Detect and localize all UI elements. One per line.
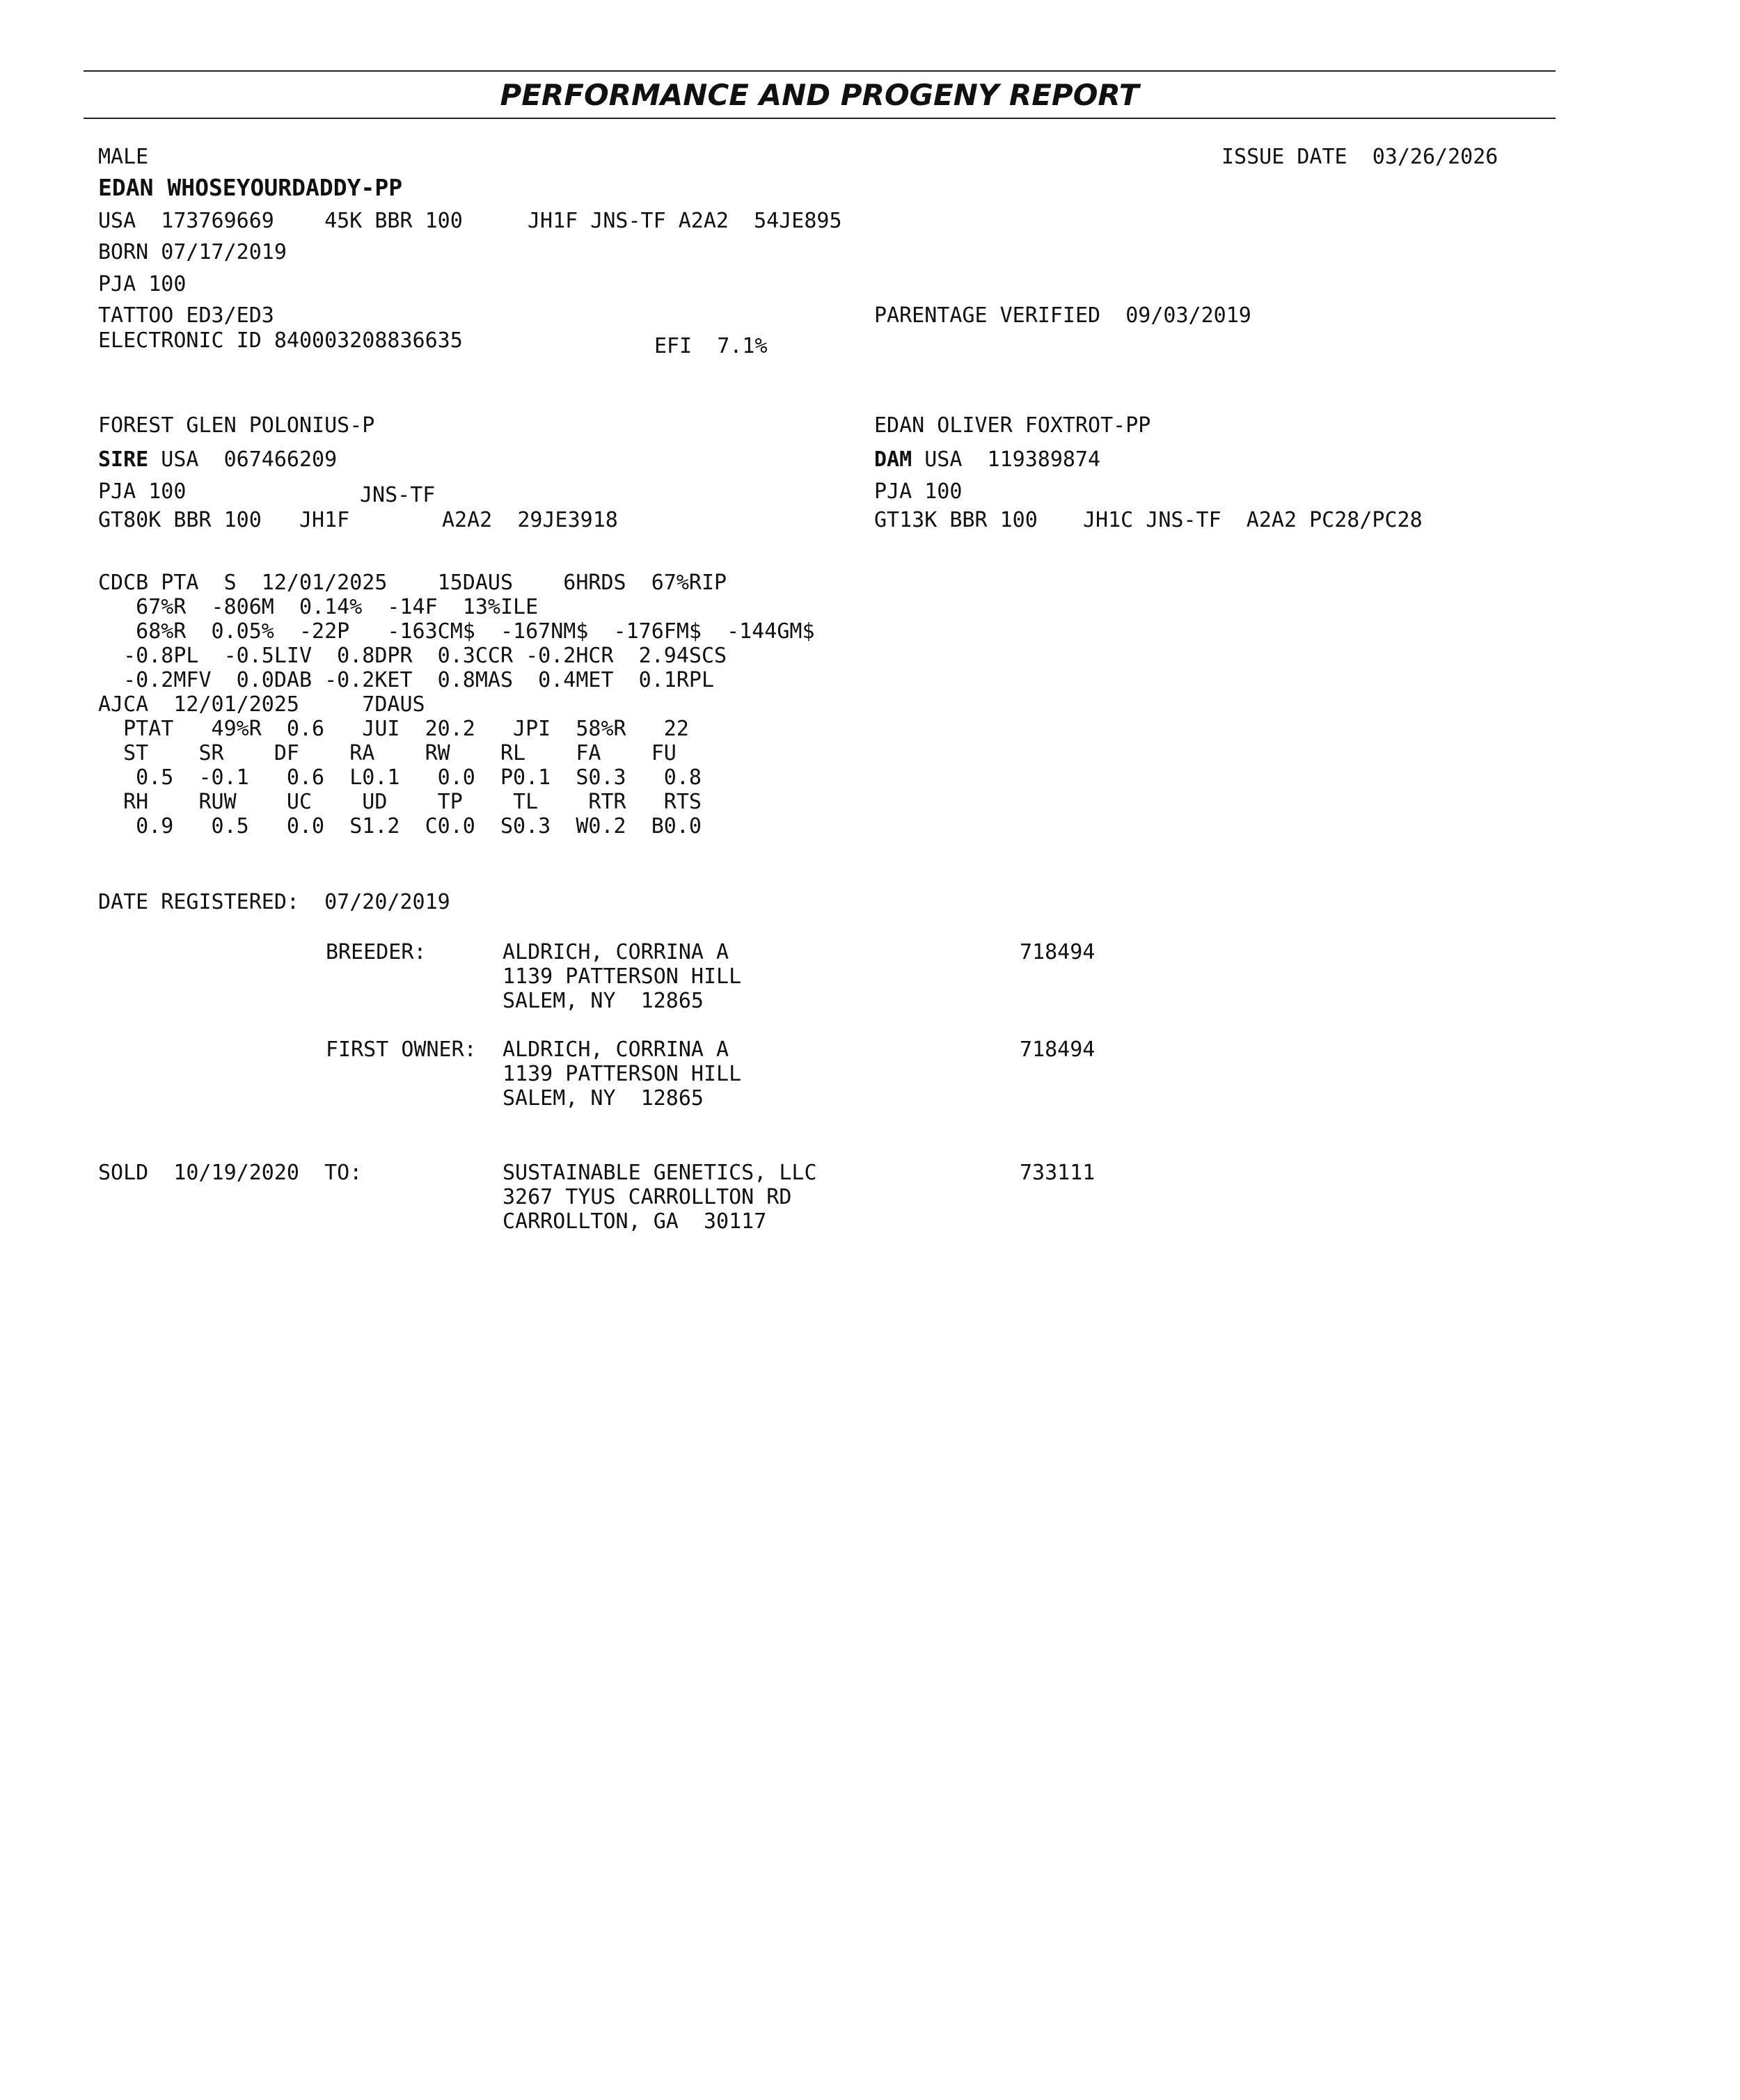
- first-owner-address: 1139 PATTERSON HILL: [503, 1062, 742, 1086]
- efi-value: EFI 7.1%: [654, 334, 768, 358]
- buyer-city: CARROLLTON, GA 30117: [503, 1209, 767, 1234]
- buyer-name: SUSTAINABLE GENETICS, LLC: [503, 1161, 817, 1185]
- date-registered: DATE REGISTERED: 07/20/2019: [98, 890, 450, 914]
- registration-line: USA 173769669 45K BBR 100: [98, 209, 463, 233]
- eval-line: PTAT 49%R 0.6 JUI 20.2 JPI 58%R 22: [98, 717, 689, 741]
- sire-reg-number: USA 067466209: [148, 447, 338, 472]
- buyer-address: 3267 TYUS CARROLLTON RD: [503, 1185, 792, 1209]
- sire-name: FOREST GLEN POLONIUS-P: [98, 413, 375, 438]
- dam-label: DAM: [874, 447, 912, 472]
- sex: MALE: [98, 145, 149, 169]
- breeder-label: BREEDER:: [326, 940, 427, 964]
- breeder-id: 718494: [1020, 940, 1096, 964]
- animal-name: EDAN WHOSEYOURDADDY-PP: [98, 174, 403, 201]
- eval-line: 68%R 0.05% -22P -163CM$ -167NM$ -176FM$ -144GM$: [98, 619, 815, 644]
- report-title: PERFORMANCE AND PROGENY REPORT: [500, 78, 1139, 112]
- issue-date: ISSUE DATE 03/26/2026: [1221, 145, 1498, 169]
- eval-line: AJCA 12/01/2025 7DAUS: [98, 692, 425, 717]
- breeder-name: ALDRICH, CORRINA A: [503, 940, 729, 964]
- first-owner-city: SALEM, NY 12865: [503, 1086, 704, 1111]
- eval-line: CDCB PTA S 12/01/2025 15DAUS 6HRDS 67%RIP: [98, 571, 727, 595]
- first-owner-name: ALDRICH, CORRINA A: [503, 1037, 729, 1062]
- eval-line: 0.9 0.5 0.0 S1.2 C0.0 S0.3 W0.2 B0.0: [98, 814, 702, 838]
- dam-registration: [874, 447, 1100, 472]
- electronic-id: ELECTRONIC ID 840003208836635: [98, 328, 463, 353]
- breeder-city: SALEM, NY 12865: [503, 989, 704, 1013]
- tattoo: TATTOO ED3/ED3: [98, 303, 274, 328]
- sire-jns: JNS-TF: [360, 483, 436, 507]
- eval-line: 0.5 -0.1 0.6 L0.1 0.0 P0.1 S0.3 0.8: [98, 765, 702, 790]
- dam-genetic-codes: JH1C JNS-TF A2A2 PC28/PC28: [1083, 508, 1423, 532]
- sire-genetic-line: GT80K BBR 100 JH1F: [98, 508, 350, 532]
- parentage-verified: PARENTAGE VERIFIED 09/03/2019: [874, 303, 1251, 328]
- eval-line: 67%R -806M 0.14% -14F 13%ILE: [98, 595, 539, 619]
- eval-line: -0.8PL -0.5LIV 0.8DPR 0.3CCR -0.2HCR 2.94SCS: [98, 644, 727, 668]
- genetic-codes-line: JH1F JNS-TF A2A2 54JE895: [528, 209, 842, 233]
- dam-genetic-line: GT13K BBR 100: [874, 508, 1038, 532]
- sire-genetic-codes: A2A2 29JE3918: [442, 508, 618, 532]
- eval-line: ST SR DF RA RW RL FA FU: [98, 741, 677, 765]
- birth-date: BORN 07/17/2019: [98, 240, 287, 264]
- eval-line: RH RUW UC UD TP TL RTR RTS: [98, 790, 702, 814]
- sire-label: SIRE: [98, 447, 149, 472]
- dam-name: EDAN OLIVER FOXTROT-PP: [874, 413, 1151, 438]
- top-rule: [84, 70, 1556, 72]
- sire-registration: [98, 447, 337, 472]
- sold-label: SOLD 10/19/2020 TO:: [98, 1161, 363, 1185]
- title-underline: [84, 118, 1556, 119]
- sire-pja: PJA 100: [98, 479, 187, 504]
- breeder-address: 1139 PATTERSON HILL: [503, 964, 742, 989]
- buyer-id: 733111: [1020, 1161, 1096, 1185]
- dam-reg-number: USA 119389874: [912, 447, 1101, 472]
- pja-value: PJA 100: [98, 272, 187, 296]
- first-owner-id: 718494: [1020, 1037, 1096, 1062]
- first-owner-label: FIRST OWNER:: [326, 1037, 477, 1062]
- eval-line: -0.2MFV 0.0DAB -0.2KET 0.8MAS 0.4MET 0.1RPL: [98, 668, 715, 692]
- dam-pja: PJA 100: [874, 479, 963, 504]
